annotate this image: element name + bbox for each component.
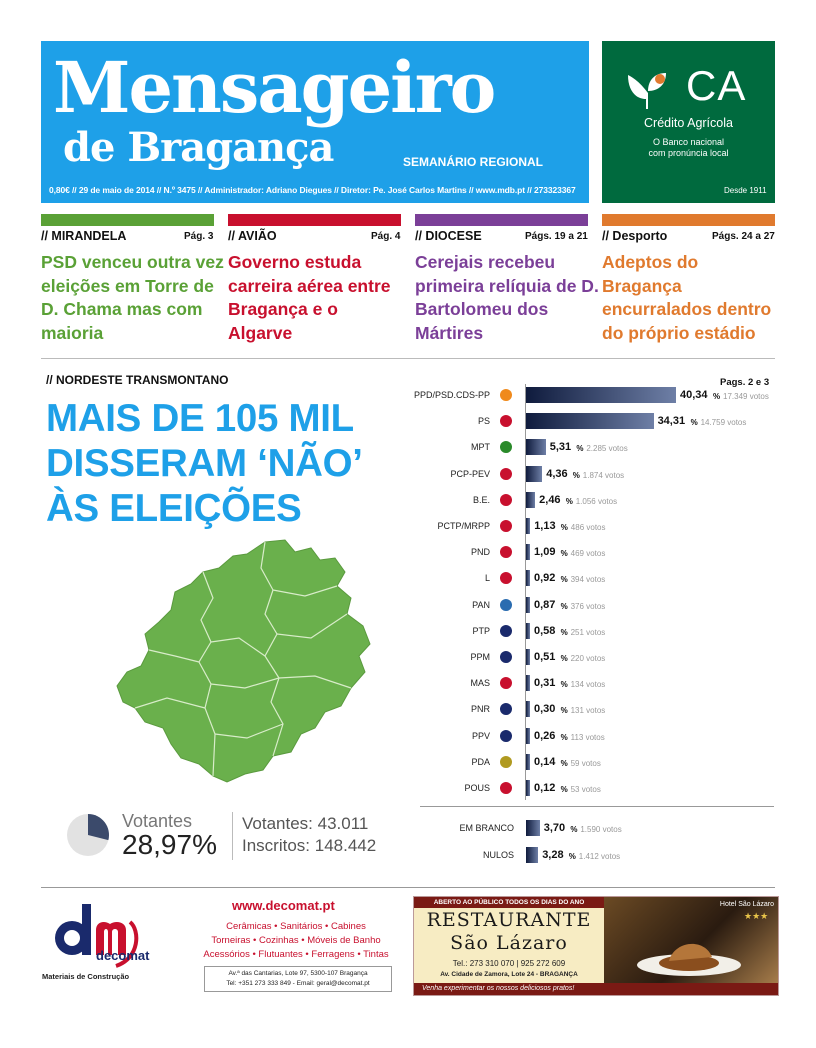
result-votes: 469 votos	[570, 549, 606, 559]
chart-divider	[420, 806, 774, 807]
result-votes: 14.759 votos	[700, 418, 747, 428]
resto-food-photo	[604, 897, 778, 983]
party-logo-icon	[497, 623, 515, 639]
section-headline-aviao[interactable]: Governo estuda carreira aérea entre Bragança e o Algarve	[228, 252, 391, 343]
result-votes: 131 votos	[570, 706, 606, 716]
result-bar	[526, 544, 530, 560]
result-bar	[526, 780, 530, 796]
hotel-label: Hotel São Lázaro	[719, 901, 774, 908]
result-percent-sign: %	[560, 627, 568, 637]
result-bar	[526, 387, 676, 403]
party-name: PCP-PEV	[450, 468, 490, 479]
ca-name: Crédito Agrícola	[644, 116, 733, 130]
stars-icon: ★★★	[744, 911, 769, 921]
result-value: 1,09	[534, 546, 556, 559]
result-bar	[526, 518, 530, 534]
result-percent-sign: %	[568, 852, 576, 861]
decomat-products: Cerâmicas • Sanitários • Cabines Torneiras • Cozinhas • Móveis de Banho Acessórios • Flutuantes • Ferragens • Tintas	[203, 921, 389, 960]
party-name: B.E.	[472, 494, 490, 505]
inscritos-count: Inscritos: 148.442	[242, 836, 377, 855]
result-percent-sign: %	[560, 523, 568, 532]
result-value: 3,70	[543, 822, 566, 834]
party-logo-icon	[497, 413, 515, 429]
newspaper-tagline: SEMANÁRIO REGIONAL	[403, 155, 544, 169]
party-name: L	[484, 573, 490, 584]
result-value: 0,51	[534, 651, 556, 663]
party-logo-icon	[497, 754, 515, 770]
ca-tagline: O Banco nacional com pronúncia local	[648, 137, 729, 158]
result-percent-sign: %	[560, 758, 568, 768]
result-votes: 1.874 votos	[582, 470, 625, 480]
ca-since: Desde 1911	[724, 186, 767, 195]
decomat-website[interactable]: www.decomat.pt	[232, 898, 335, 913]
party-name: MAS	[470, 678, 490, 689]
votantes-label: Votantes	[122, 811, 193, 831]
party-name: MPT	[471, 442, 490, 453]
credito-agricola-ad[interactable]	[602, 41, 775, 203]
section-page-diocese: Págs. 19 a 21	[525, 231, 588, 242]
result-bar	[526, 492, 535, 508]
issue-info: 0,80€ // 29 de maio de 2014 // N.º 3475 // Administrador: Adriano Diegues // Diretor: Pe. José Carlos Martins // www.mdb.pt // 273323367	[49, 185, 576, 195]
result-percent-sign: %	[560, 680, 568, 690]
result-percent-sign: %	[690, 418, 698, 428]
result-percent-sign: %	[560, 549, 568, 559]
newspaper-subtitle: de Bragança	[63, 124, 334, 171]
result-bar	[526, 820, 540, 836]
party-logo-icon	[497, 597, 515, 613]
result-value: 0,31	[534, 677, 556, 690]
result-percent-sign: %	[560, 654, 568, 663]
food-plate-icon	[634, 927, 744, 977]
result-value: 1,13	[534, 520, 556, 532]
divider	[41, 358, 775, 359]
result-percent-sign: %	[560, 785, 568, 794]
newspaper-title: Mensageiro	[53, 46, 495, 129]
votantes-percent: 28,97%	[122, 829, 217, 860]
result-votes: 59 votos	[570, 758, 601, 768]
decomat-address: Av.ª das Cantarias, Lote 97, 5300-107 Bragança Tel: +351 273 333 849 - Email: geral@decomat.pt	[204, 966, 392, 992]
result-value: 0,14	[534, 755, 556, 768]
result-percent-sign: %	[570, 825, 578, 834]
party-name: PTP	[472, 625, 490, 636]
district-map	[115, 538, 380, 788]
masthead	[41, 41, 589, 203]
result-bar	[526, 413, 654, 429]
party-name: PS	[477, 416, 490, 427]
resto-open-banner: ABERTO AO PÚBLICO TODOS OS DIAS DO ANO	[414, 897, 604, 908]
result-bar	[526, 701, 530, 717]
party-name: PPV	[471, 730, 490, 741]
party-logo-icon	[497, 701, 515, 717]
section-label-desporto: // Desporto	[602, 229, 668, 243]
result-percent-sign: %	[560, 706, 568, 716]
party-logo-icon	[497, 518, 515, 534]
party-logo-icon	[497, 570, 515, 586]
result-bar	[526, 728, 530, 744]
result-votes: 394 votos	[570, 575, 606, 585]
result-value: 0,92	[534, 572, 556, 585]
party-logo-icon	[497, 387, 515, 403]
result-value: 34,31	[657, 415, 686, 428]
result-votes: 376 votos	[570, 601, 606, 611]
result-votes: 134 votos	[570, 680, 606, 690]
resto-address: Av. Cidade de Zamora, Lote 24 - BRAGANÇA	[440, 971, 578, 978]
result-bar	[526, 847, 538, 863]
result-value: 0,12	[534, 782, 556, 794]
section-label-diocese: // DIOCESE	[415, 229, 482, 243]
section-bar-desporto	[602, 214, 775, 226]
party-logo-icon	[497, 466, 515, 482]
footer-divider	[41, 887, 775, 888]
result-votes: 486 votos	[570, 523, 606, 532]
result-value: 4,36	[546, 467, 568, 480]
result-value: 0,87	[534, 598, 556, 611]
result-bar	[526, 649, 530, 665]
section-label-aviao: // AVIÃO	[228, 229, 277, 243]
party-logo-icon	[497, 728, 515, 744]
party-name: NULOS	[482, 850, 514, 860]
result-value: 5,31	[549, 441, 572, 454]
party-name: PPM	[470, 652, 490, 662]
result-bar	[526, 570, 530, 586]
section-label-mirandela: // MIRANDELA	[41, 229, 127, 243]
ca-letters: CA	[686, 62, 747, 109]
result-value: 0,58	[534, 624, 556, 637]
party-logo-icon	[497, 439, 515, 455]
result-bar	[526, 675, 530, 691]
party-logo-icon	[497, 649, 515, 665]
result-votes: 2.285 votos	[586, 444, 628, 454]
main-section-label: // NORDESTE TRANSMONTANO	[46, 373, 229, 387]
decomat-subtitle: Materiais de Construção	[42, 972, 130, 981]
decomat-brand: decomat	[96, 948, 150, 963]
result-value: 2,46	[539, 493, 561, 506]
ca-leaf-logo-icon	[624, 69, 670, 111]
result-percent-sign: %	[572, 470, 580, 480]
result-value: 0,30	[534, 703, 556, 716]
result-percent-sign: %	[713, 392, 721, 401]
votantes-divider	[232, 812, 233, 860]
party-name: PDA	[471, 756, 490, 767]
party-logo-icon	[497, 544, 515, 560]
result-bar	[526, 597, 530, 613]
resto-name: RESTAURANTE	[426, 909, 592, 931]
restaurante-ad[interactable]	[413, 896, 779, 996]
result-bar	[526, 439, 546, 455]
turnout-pie	[67, 814, 109, 856]
party-name: PPD/PSD.CDS-PP	[413, 390, 490, 400]
votantes-count: Votantes: 43.011	[242, 814, 369, 833]
main-headline[interactable]: MAIS DE 105 MIL DISSERAM ‘NÃO’ ÀS ELEIÇÕES	[46, 397, 363, 530]
result-value: 3,28	[542, 849, 564, 861]
party-logo-icon	[497, 492, 515, 508]
section-page-desporto: Págs. 24 a 27	[712, 231, 775, 242]
result-value: 0,26	[534, 729, 556, 742]
party-name: POUS	[464, 783, 490, 793]
result-bar	[526, 466, 542, 482]
section-headline-desporto[interactable]: Adeptos do Bragança encurralados dentro do próprio estádio	[602, 252, 772, 343]
resto-phone: Tel.: 273 310 070 | 925 272 609	[452, 959, 566, 968]
section-headline-mirandela[interactable]: PSD venceu outra vez eleições em Torre de D. Chama mas com maioria	[41, 252, 224, 343]
section-headline-diocese[interactable]: Cerejais recebeu primeira relíquia de D. Bartolomeu dos Mártires	[415, 252, 599, 343]
section-page-mirandela: Pág. 3	[184, 231, 214, 242]
party-name: PAN	[472, 599, 490, 610]
result-votes: 53 votos	[570, 785, 601, 794]
result-value: 40,34	[680, 389, 708, 401]
party-name: PCTP/MRPP	[437, 521, 490, 531]
party-logo-icon	[497, 780, 515, 796]
section-bar-diocese	[415, 214, 588, 226]
result-percent-sign: %	[560, 601, 568, 611]
party-name: EM BRANCO	[459, 823, 514, 833]
result-votes: 251 votos	[570, 627, 606, 637]
party-logo-icon	[497, 675, 515, 691]
party-name: PNR	[470, 704, 490, 715]
section-page-aviao: Pág. 4	[371, 231, 401, 242]
resto-name-2: São Lázaro	[450, 932, 568, 954]
result-votes: 220 votos	[570, 654, 606, 663]
result-bar	[526, 754, 530, 770]
section-bar-aviao	[228, 214, 401, 226]
result-bar	[526, 623, 530, 639]
result-votes: 1.590 votos	[580, 825, 622, 834]
result-percent-sign: %	[560, 575, 568, 585]
resto-slogan: Venha experimentar os nossos deliciosos pratos!	[414, 983, 778, 995]
result-votes: 17.349 votos	[723, 392, 769, 401]
section-bar-mirandela	[41, 214, 214, 226]
result-percent-sign: %	[565, 496, 573, 506]
result-votes: 113 votos	[570, 732, 605, 742]
chart-pages: Pags. 2 e 3	[720, 377, 770, 388]
party-name: PND	[470, 547, 490, 558]
result-votes: 1.056 votos	[575, 496, 618, 506]
result-percent-sign: %	[576, 444, 584, 454]
result-percent-sign: %	[560, 732, 568, 742]
result-votes: 1.412 votos	[578, 852, 621, 861]
